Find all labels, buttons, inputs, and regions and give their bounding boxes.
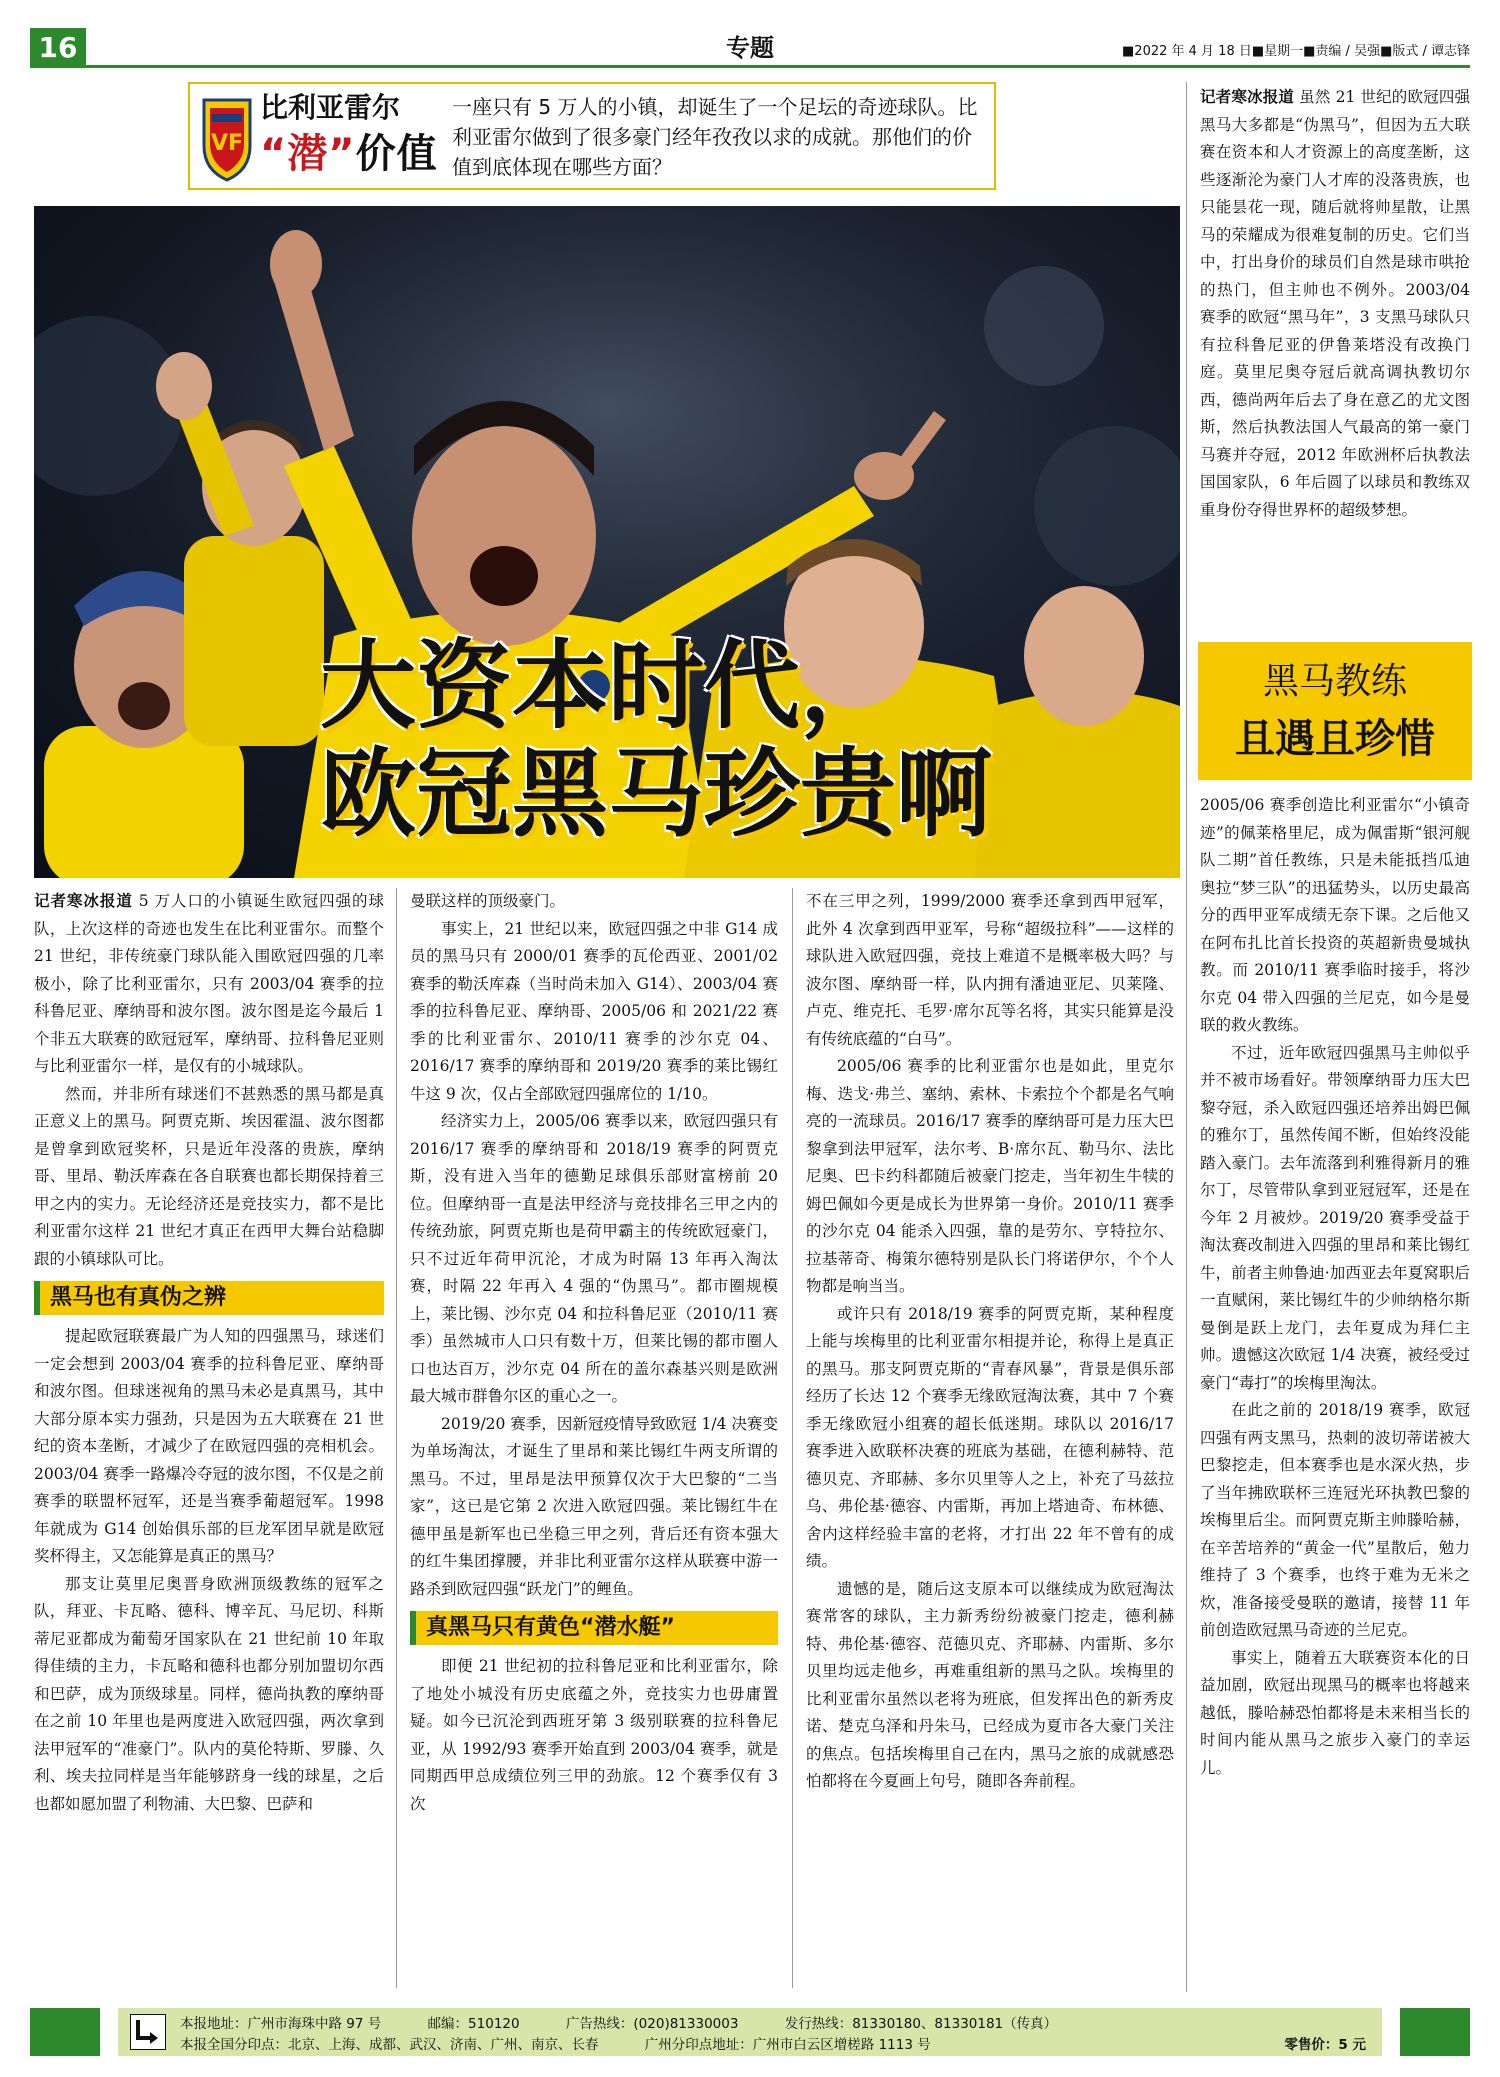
footer-line-1 bbox=[180, 2012, 1099, 2032]
body-paragraph: 在此之前的 2018/19 赛季，欧冠四强有两支黑马，热刺的波切蒂诺被大巴黎挖走，但本赛季也是水深火热，步了当年拂欧联杯三连冠光环执教巴黎的埃梅里后尘。而阿贾克斯主帅滕哈赫，在辛苦培养的“黄金一代”星散后，勉力维持了 3 个赛季，也终于难为无米之炊，准备接受曼联的邀请，接替 11 年前创造欧冠黑马奇迹的兰尼克。 bbox=[1200, 1401, 1470, 1639]
sidebar-heading-line2: 且遇且珍惜 bbox=[1235, 716, 1435, 762]
footer-info-bar bbox=[118, 2008, 1382, 2056]
body-paragraph: 提起欧冠联赛最广为人知的四强黑马，球迷们一定会想到 2003/04 赛季的拉科鲁尼亚、摩纳哥和波尔图。但球迷视角的黑马未必是真黑马，其中大部分原本实力强劲，只是因为五大联赛在 21 世纪的资本垄断，才减少了在欧冠四强的亮相机会。2003/04 赛季一路爆冷夺冠的波尔图，不仅是之前赛季的联盟杯冠军，还是当赛季葡超冠军。1998 年就成为 G14 创始俱乐部的巨龙军团早就是欧冠奖杯得主，又怎能算是真正的黑马？ bbox=[34, 1327, 384, 1565]
teaser-box bbox=[188, 82, 996, 190]
arrow-turn-icon bbox=[130, 2014, 166, 2050]
sidebar-heading-box bbox=[1198, 642, 1472, 780]
column-divider bbox=[1186, 82, 1187, 1992]
footer-ad-hotline: 广告热线：(020)81330003 bbox=[565, 2016, 739, 2032]
teaser-title-quote: “潜” bbox=[260, 131, 356, 177]
body-paragraph: 2019/20 赛季，因新冠疫情导致欧冠 1/4 决赛变为单场淘汰，才诞生了里昂和莱比锡红牛两支所谓的黑马。不过，里昂是法甲预算仅次于大巴黎的“二当家”，这已是它第 2 次进入欧冠四强。莱比锡红牛在德甲虽是新军也已坐稳三甲之列，背后还有资本强大的红牛集团撑腰，并非比利亚雷尔这样从联赛中游一路杀到欧冠四强“跃龙门”的鲤鱼。 bbox=[410, 1414, 778, 1598]
masthead bbox=[30, 28, 1470, 68]
body-paragraph: 曼联这样的顶级豪门。 bbox=[410, 892, 566, 910]
footer-print-sites: 本报全国分印点：北京、上海、成都、武汉、济南、广州、南京、长春 bbox=[180, 2037, 599, 2053]
article-column-3 bbox=[806, 888, 1174, 1796]
body-paragraph: 经济实力上，2005/06 赛季以来，欧冠四强只有 2016/17 赛季的摩纳哥和 2018/19 赛季的阿贾克斯，没有进入当年的德勤足球俱乐部财富榜前 20 位。但摩纳哥一直是法甲经济与竞技排名三甲之内的传统劲旅，阿贾克斯也是荷甲霸主的传统欧冠豪门，只不过近年荷甲沉沦，才成为时隔 13 年再入淘汰赛，时隔 22 年再入 4 强的“伪黑马”。都市圈规模上，莱比锡、沙尔克 04 和拉科鲁尼亚（2010/11 赛季）虽然城市人口只有数十万，但莱比锡的都市圈人口也达百万，沙尔克 04 所在的盖尔森基兴则是欧洲最大城市群鲁尔区的重心之一。 bbox=[410, 1112, 778, 1405]
headline-line2: 欧冠黑马珍贵啊 bbox=[320, 738, 992, 850]
body-paragraph: 不过，近年欧冠四强黑马主帅似乎并不被市场看好。带领摩纳哥力压大巴黎夺冠，杀入欧冠四强还培养出姆巴佩的雅尔丁，虽然传闻不断，但始终没能踏入豪门。去年流落到利雅得新月的雅尔丁，尽管带队拿到亚冠冠军，还是在今年 2 月被炒。2019/20 赛季受益于淘汰赛改制进入四强的里昂和莱比锡红牛，前者主帅鲁迪·加西亚去年夏窝职后一直赋闲，莱比锡红牛的少帅纳格尔斯曼倒是跃上龙门，去年夏成为拜仁主帅。遗憾这次欧冠 1/4 决赛，被经受过豪门“毒打”的埃梅里淘汰。 bbox=[1200, 1043, 1470, 1392]
byline-text: 5 万人口的小镇诞生欧冠四强的球队，上次这样的奇迹也发生在比利亚雷尔。而整个 21 世纪，非传统豪门球队能入围欧冠四强的几率极小，除了比利亚雷尔，只有 2003/04 赛季的拉科鲁尼亚、摩纳哥和波尔图。波尔图是迄今最后 1 个非五大联赛的欧冠冠军，摩纳哥、拉科鲁尼亚则与比利亚雷尔一样，是仅有的小城球队。 bbox=[34, 892, 384, 1075]
footer-address: 本报地址：广州市海珠中路 97 号 bbox=[180, 2016, 382, 2032]
section-subheading: 黑马也有真伪之辨 bbox=[34, 1281, 384, 1315]
reporter-credit: 记者寒冰报道 bbox=[1200, 88, 1295, 106]
body-paragraph: 或许只有 2018/19 赛季的阿贾克斯，某种程度上能与埃梅里的比利亚雷尔相提并论，称得上是真正的黑马。那支阿贾克斯的“青春风暴”，背景是俱乐部经历了长达 12 个赛季无缘欧冠淘汰赛，其中 7 个赛季无缘欧冠小组赛的超长低迷期。球队以 2016/17 赛季进入欧联杯决赛的班底为基础，在德利赫特、范德贝克、齐耶赫、多尔贝里等人之上，补充了马兹拉乌、弗伦基·德容、内雷斯，再加上塔迪奇、布林德、舍内这样经验丰富的老将，才打出 22 年不曾有的成绩。 bbox=[806, 1304, 1174, 1570]
article-column-4-bottom bbox=[1200, 792, 1470, 1782]
page-number: 16 bbox=[30, 28, 86, 68]
villarreal-crest-icon bbox=[198, 90, 256, 182]
body-paragraph: 2005/06 赛季的比利亚雷尔也是如此，里克尔梅、迭戈·弗兰、塞纳、索林、卡索拉个个都是名气响亮的一流球员。2016/17 赛季的摩纳哥可是力压大巴黎拿到法甲冠军，法尔考、B·席尔瓦、勒马尔、法比尼奥、巴卡约科都随后被豪门挖走，当年初生牛犊的姆巴佩如今更是成长为世界第一身价。2010/11 赛季的沙尔克 04 能杀入四强，靠的是劳尔、亨特拉尔、拉基蒂奇、梅策尔德特别是队长门将诺伊尔，个个人物都是响当当。 bbox=[806, 1057, 1174, 1295]
article-column-2 bbox=[410, 888, 778, 1818]
svg-text:VF: VF bbox=[210, 131, 244, 156]
footer-green-block bbox=[1400, 2008, 1470, 2056]
teaser-title bbox=[260, 88, 440, 180]
byline-text: 虽然 21 世纪的欧冠四强黑马大多都是“伪黑马”，但因为五大联赛在资本和人才资源上的高度垄断，这些逐渐沦为豪门人才库的没落贵族，也只能昙花一现，随后就将帅星散，让黑马的荣耀成为很难复制的历史。它们当中，打出身价的球员们自然是球市哄抢的热门，但主帅也不例外。2003/04 赛季的欧冠“黑马年”，3 支黑马球队只有拉科鲁尼亚的伊鲁莱塔没有改换门庭。莫里尼奥夺冠后就高调执教切尔西，德尚两年后去了身在意乙的尤文图斯，然后执教法国人气最高的第一豪门马赛并夺冠，2012 年欧洲杯后执教法国国家队，6 年后圆了以球员和教练双重身份夺得世界杯的超级梦想。 bbox=[1200, 88, 1470, 519]
byline-paragraph bbox=[34, 888, 384, 1081]
reporter-credit: 记者寒冰报道 bbox=[34, 892, 133, 910]
teaser-intro: 一座只有 5 万人的小镇，却诞生了一个足坛的奇迹球队。比利亚雷尔做到了很多豪门经年孜孜以求的成就。那他们的价值到底体现在哪些方面？ bbox=[452, 95, 978, 179]
body-paragraph: 不在三甲之列，1999/2000 赛季还拿到西甲冠军，此外 4 次拿到西甲亚军，号称“超级拉科”——这样的球队进入欧冠四强，竞技上难道不是概率极大吗？与波尔图、摩纳哥一样，队内拥有潘迪亚尼、贝莱隆、卢克、维克托、毛罗·席尔瓦等名将，其实只能算是没有传统底蕴的“白马”。 bbox=[806, 892, 1174, 1048]
footer-postcode: 邮编：510120 bbox=[427, 2016, 520, 2032]
section-subheading: 真黑马只有黄色“潜水艇” bbox=[410, 1611, 778, 1645]
footer-green-block bbox=[30, 2008, 100, 2056]
column-divider bbox=[396, 888, 397, 1988]
teaser-title-line1: 比利亚雷尔 bbox=[260, 91, 401, 124]
teaser-title-rest: 价值 bbox=[355, 131, 438, 177]
section-title: 专题 bbox=[726, 34, 774, 62]
body-paragraph: 2005/06 赛季创造比利亚雷尔“小镇奇迹”的佩莱格里尼，成为佩雷斯“银河舰队二期”首任教练，只是未能抵挡瓜迪奥拉“梦三队”的迅猛势头，以历史最高分的西甲亚军成绩无奈下课。之后他又在阿布扎比首长投资的英超新贵曼城执教。而 2010/11 赛季临时接手，将沙尔克 04 带入四强的兰尼克，如今是曼联的救火教练。 bbox=[1200, 796, 1470, 1034]
body-paragraph: 遗憾的是，随后这支原本可以继续成为欧冠淘汰赛常客的球队，主力新秀纷纷被豪门挖走，德利赫特、弗伦基·德容、范德贝克、齐耶赫、内雷斯、多尔贝里均远走他乡，再难重组新的黑马之队。埃梅里的比利亚雷尔虽然以老将为班底，但发挥出色的新秀皮诺、楚克乌泽和丹朱马，已经成为夏市各大豪门关注的焦点。包括埃梅里自己在内，黑马之旅的成就感恐怕都将在今夏画上句号，随即各奔前程。 bbox=[806, 1579, 1174, 1790]
body-paragraph: 然而，并非所有球迷们不甚熟悉的黑马都是真正意义上的黑马。阿贾克斯、埃因霍温、波尔图都是曾拿到欧冠奖杯，只是近年没落的贵族，摩纳哥、里昂、勒沃库森在各自联赛也都长期保持着三甲之内的实力。无论经济还是竞技实力，都不是比利亚雷尔这样 21 世纪才真正在西甲大舞台站稳脚跟的小镇球队可比。 bbox=[34, 1084, 384, 1268]
column-divider bbox=[792, 888, 793, 1988]
body-paragraph: 那支让莫里尼奥晋身欧洲顶级教练的冠军之队，拜亚、卡瓦略、德科、博辛瓦、马尼切、科斯蒂尼亚都成为葡萄牙国家队在 21 世纪前 10 年取得佳绩的主力，卡瓦略和德科也都分别加盟切尔西和巴萨，成为顶级球星。同样，德尚执教的摩纳哥在之前 10 年里也是两度进入欧冠四强，两次拿到法甲冠军的“准豪门”。队内的莫伦特斯、罗滕、久利、埃夫拉同样是当年能够跻身一线的球星，之后也都如愿加盟了利物浦、大巴黎、巴萨和 bbox=[34, 1574, 384, 1813]
footer-print-address: 广州分印点地址：广州市白云区增槎路 1113 号 bbox=[644, 2037, 931, 2053]
teaser-title-line2 bbox=[260, 128, 440, 180]
body-paragraph: 事实上，随着五大联赛资本化的日益加剧，欧冠出现黑马的概率也将越来越低，滕哈赫恐怕都将是未来相当长的时间内能从黑马之旅步入豪门的幸运儿。 bbox=[1200, 1648, 1470, 1777]
sidebar-heading-line1: 黑马教练 bbox=[1262, 661, 1407, 702]
article-column-4-top bbox=[1200, 84, 1470, 524]
footer bbox=[30, 2008, 1470, 2056]
headline bbox=[320, 632, 1180, 848]
retail-price: 零售价：5 元 bbox=[1284, 2037, 1366, 2053]
byline-paragraph bbox=[1200, 84, 1470, 524]
article-column-1 bbox=[34, 888, 384, 1818]
footer-line-2 bbox=[180, 2033, 973, 2053]
headline-line1: 大资本时代， bbox=[320, 630, 896, 742]
body-paragraph: 即便 21 世纪初的拉科鲁尼亚和比利亚雷尔，除了地处小城没有历史底蕴之外，竞技实力也毋庸置疑。如今已沉沦到西班牙第 3 级别联赛的拉科鲁尼亚，从 1992/93 赛季开始直到 2003/04 赛季，就是同期西甲总成绩位列三甲的劲旅。12 个赛季仅有 3 次 bbox=[410, 1657, 778, 1813]
issue-info: ■2022 年 4 月 18 日■星期一■责编 / 吴强■版式 / 谭志锋 bbox=[1122, 44, 1470, 59]
body-paragraph: 事实上，21 世纪以来，欧冠四强之中非 G14 成员的黑马只有 2000/01 赛季的瓦伦西亚、2001/02 赛季的勒沃库森（当时尚未加入 G14）、2003/04 赛季的拉科鲁尼亚、摩纳哥、2005/06 和 2021/22 赛季的比利亚雷尔、2010/11 赛季的沙尔克 04、2016/17 赛季的摩纳哥和 2019/20 赛季的莱比锡红牛这 9 次，仅占全部欧冠四强席位的 1/10。 bbox=[410, 919, 778, 1103]
footer-dist-hotline: 发行热线：81330180、81330181（传真） bbox=[784, 2016, 1058, 2032]
